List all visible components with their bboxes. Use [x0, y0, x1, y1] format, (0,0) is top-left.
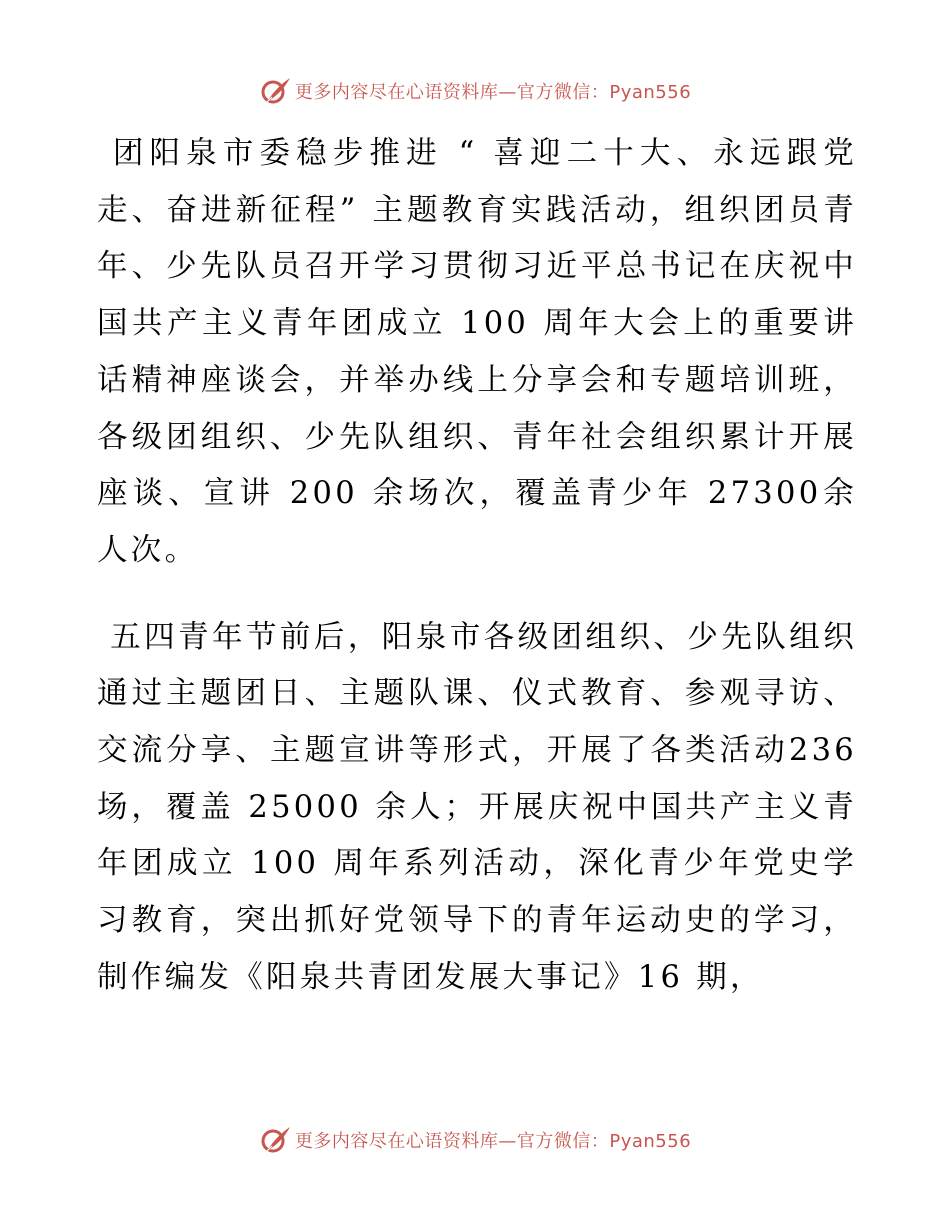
watermark-text: 更多内容尽在心语资料库—官方微信：Pyan556	[294, 82, 692, 103]
feather-logo-icon	[259, 74, 293, 108]
footer-watermark	[0, 1120, 950, 1160]
document-body	[97, 126, 870, 1007]
header-watermark	[0, 71, 950, 111]
paragraph-1: 团阳泉市委稳步推进 “ 喜迎二十大、永远跟党走、奋进新征程” 主题教育实践活动，组织团员青年、少先队员召开学习贯彻习近平总书记在庆祝中国共产主义青年团成立 100 周年大会上的重要讲话精神座谈会，并举办线上分享会和专题培训班，各级团组织、少先队组织、青年社会组织累计开展座谈、宣讲 200 余场次，覆盖青少年 27300余人次。	[97, 136, 857, 568]
paragraph-2: 五四青年节前后，阳泉市各级团组织、少先队组织通过主题团日、主题队课、仪式教育、参观寻访、交流分享、主题宣讲等形式，开展了各类活动236 场，覆盖 25000 余人；开展庆祝中国共产主义青年团成立 100 周年系列活动，深化青少年党史学习教育，突出抓好党领导下的青年运动史的学习，制作编发《阳泉共青团发展大事记》16 期，	[97, 619, 870, 995]
watermark-text: 更多内容尽在心语资料库—官方微信：Pyan556	[294, 1131, 692, 1152]
feather-logo-icon	[259, 1123, 293, 1157]
